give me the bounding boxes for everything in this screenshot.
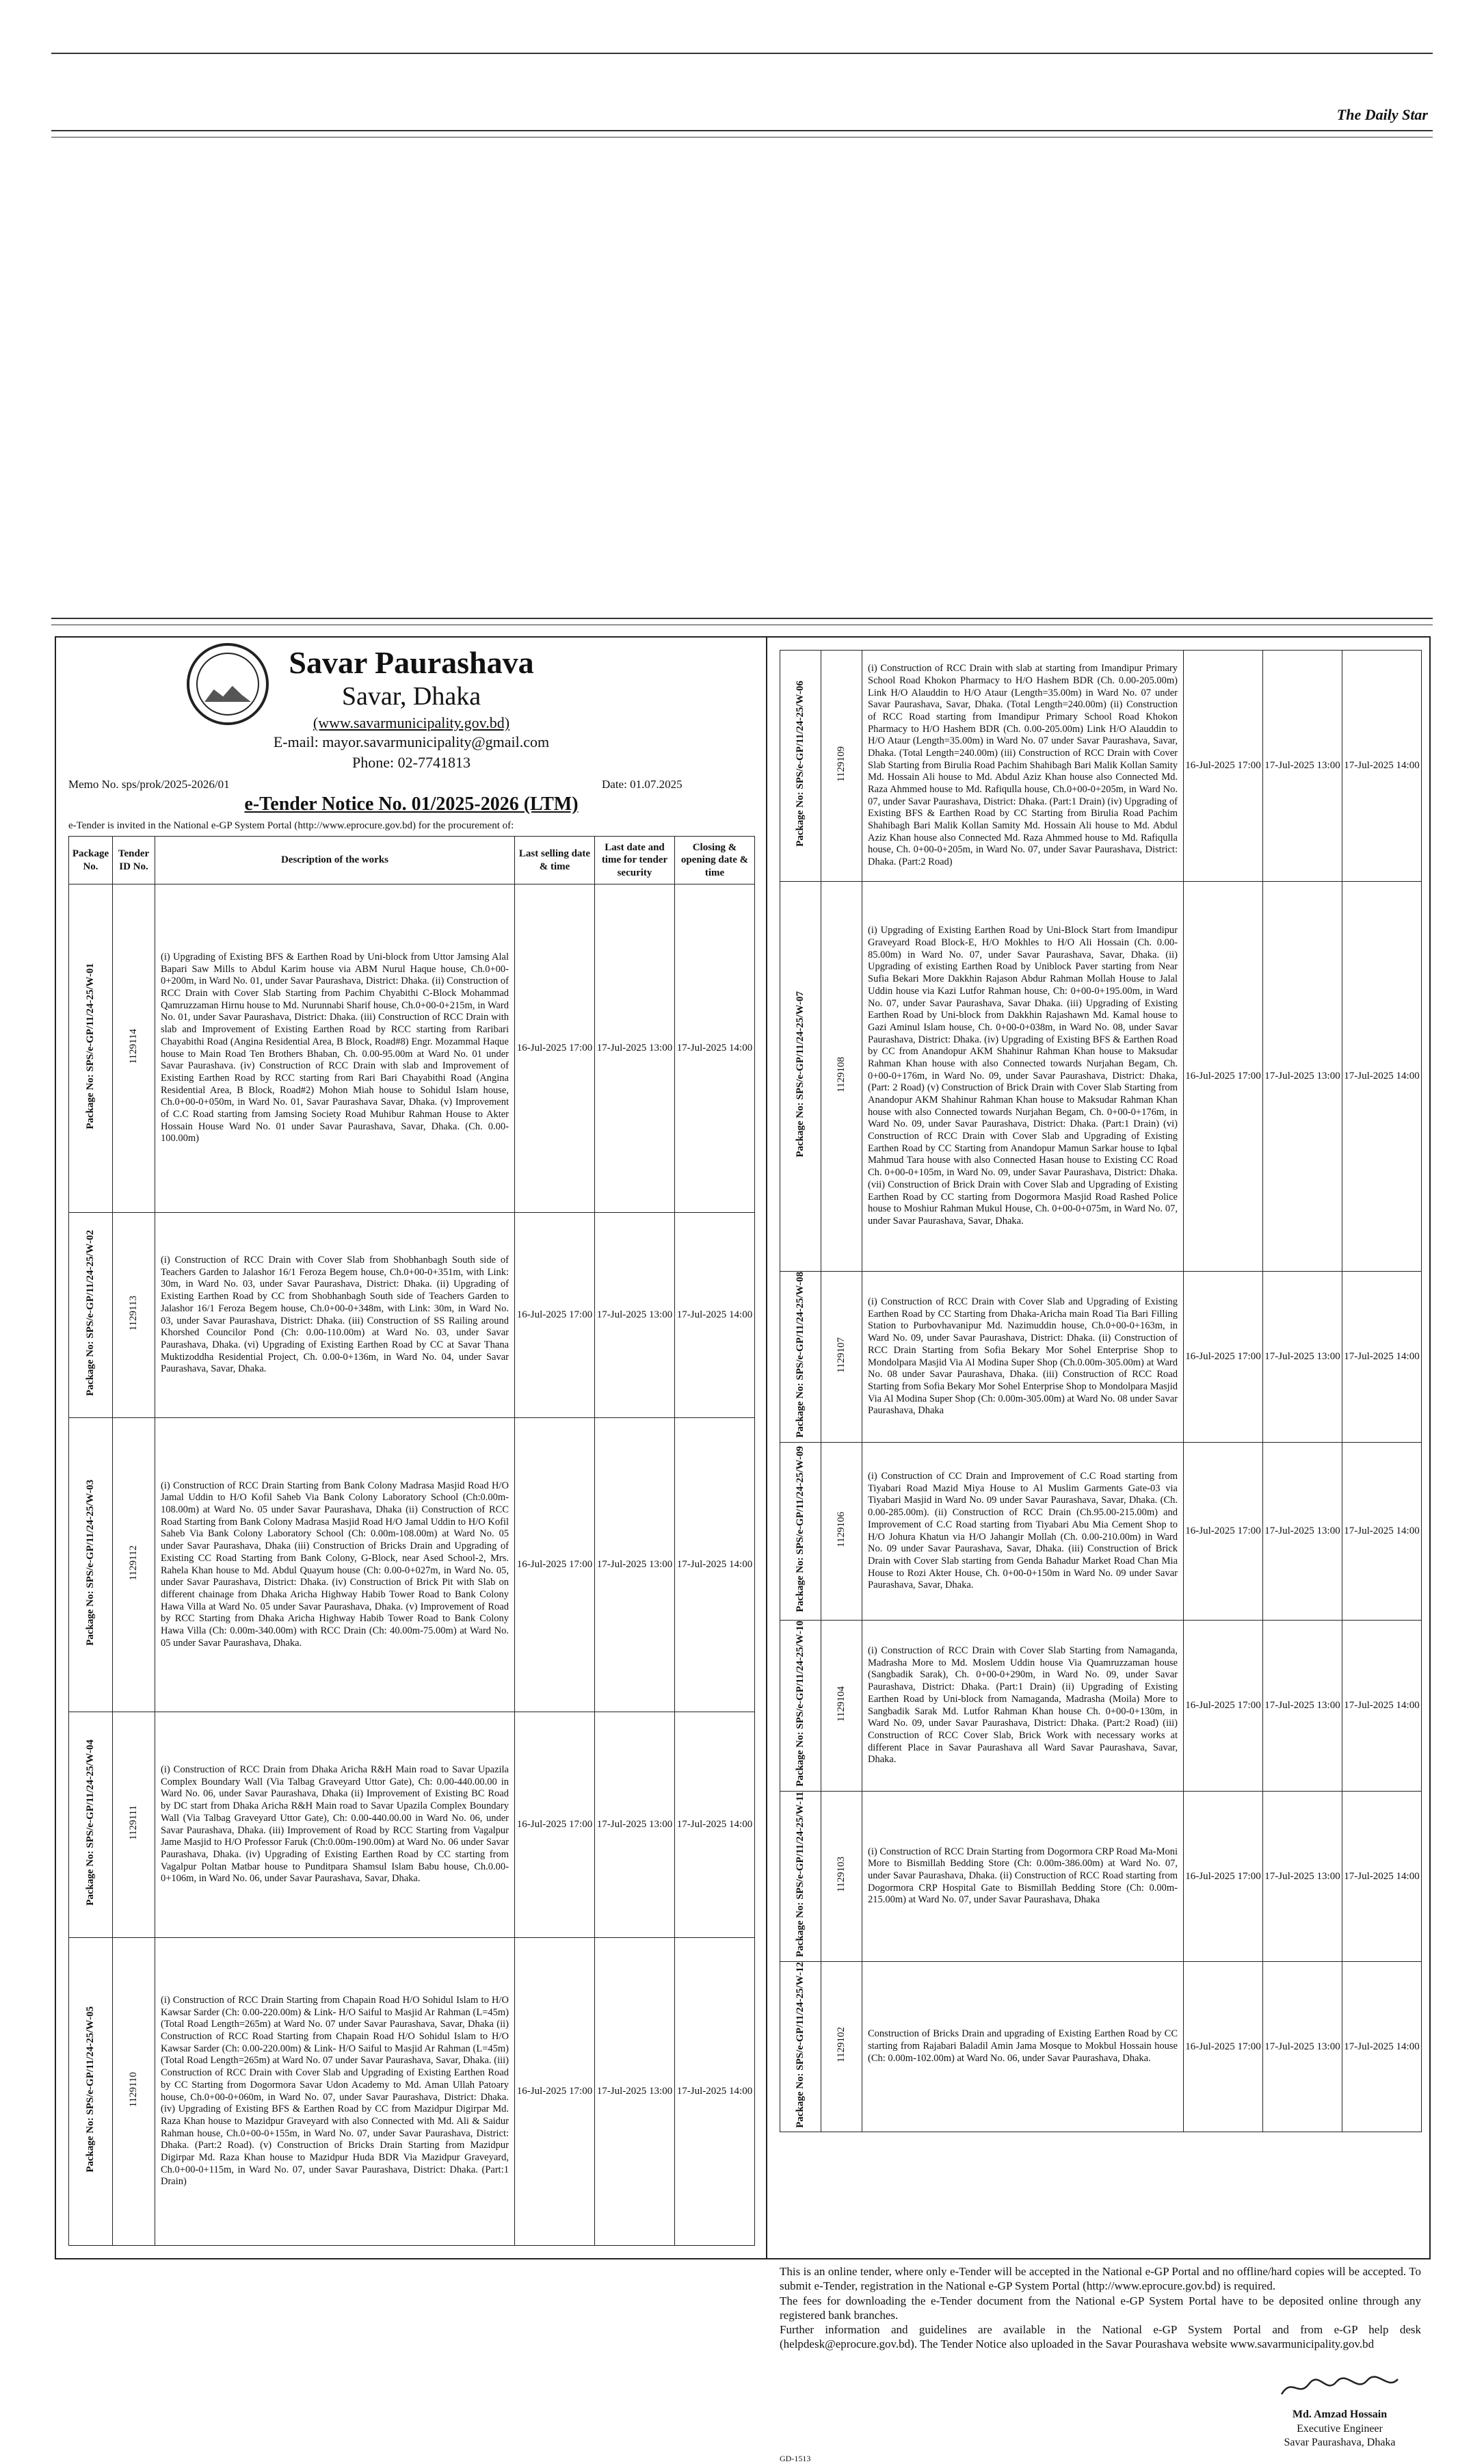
signature-block xyxy=(1258,2374,1421,2450)
tender-id: 1129110 xyxy=(128,2071,140,2108)
table-row xyxy=(780,1443,1422,1621)
table-row xyxy=(69,1213,755,1418)
org-location: Savar, Dhaka xyxy=(341,682,481,711)
tender-security-date: 17-Jul-2025 13:00 xyxy=(1263,1792,1342,1962)
tender-id: 1129108 xyxy=(836,1056,847,1092)
table-row xyxy=(69,1712,755,1938)
table-row xyxy=(780,882,1422,1272)
tender-security-date: 17-Jul-2025 13:00 xyxy=(1263,1272,1342,1443)
work-description: (i) Upgrading of Existing Earthen Road by Uni-Block Start from Imandipur Graveyard Road Block-E, H/O Mokhles to H/O Ali Hossain (Ch. 0.00-85.00m) in Ward No. 07, under Savar Paurashava, Savar, Dhaka. (ii) Upgrading of existing Earthen Road by Uniblock Paver starting from Near Sufia Bekari More Dakkhin Rajason Abdur Rahman Mollah House to Jalal Uddin house via Kazi Lutfor Rahman house, Ch: 0+00-0+195.00m, in Ward No. 07, under Savar Paurashava, Savar Dhaka. (iii) Upgrading of Existing Earthen Road by Uni-block from Dakkhin Rajashawn Md. Kamal house to Gazi Aminul Islam house, Ch. 0+00-0+038m, in Ward No. 08, under Savar Paurashava, District: Dhaka. (iv) Upgrading of Existing BFS & Earthen Road by CC from Anandopur AKM Shahinur Rahman Khan house to Maksudar Rahman Khan house with also Connected towards Nurjahan Begam, Ch. 0+00-0+176m, in Ward No. 09, under Savar Paurashava, District: Dhaka, (Part: 2 Road) (v) Construction of Brick Drain with Cover Slab Starting from Anandopur AKM Shahinur Rahman Khan house to Maksudar Rahman Khan house with also Connected towards Nurjahan Begam, Ch. 0+00-0+176m, in Ward No. 09, under Savar Paurashava, District: Dhaka. (Part:1 Drain) (vi) Construction of RCC Drain with Cover Slab and Upgrading of Existing Earthen Road by CC Starting from Anandopur Mamun Sarkar house to Iqbal Mahmud Tara house with also Connected Hasan house to Existing CC Road Ch. 0+00-0+105m, in Ward No. 09, under Savar Paurashava, District: Dhaka. (vii) Construction of Brick Drain with Cover Slab and Upgrading of Existing Earthen Road by CC starting from Dogormora Masjid Road Rashed Police house to Moshiur Rahman Mukul House, Ch. 0+00-0+075m, in Ward No. 07, under Savar Paurashava, Savar, Dhaka. xyxy=(862,882,1184,1272)
work-description: (i) Construction of CC Drain and Improvement of C.C Road starting from Tiyabari Road Mazid Miya House to Al Muslim Garments Gate-03 via Tiyabari Masjid in Ward No. 09 under Savar Paurashava, Savar, Dhaka. (Ch. 0.00-285.00m). (ii) Construction of RCC Drain (Ch.95.00-215.00m) and Improvement of C.C Road starting from Tiyabari Abu Mia Cement Shop to H/O Johura Khatun via H/O Jahangir Mollah (Ch. 0.00-210.00m) in Ward No. 09 under Savar Paurashava, Savar, Dhaka. (iii) Construction of Brick Drain with Cover Slab starting from Genda Bahadur Market Road Chan Mia House to Rozi Akter House, Ch. 0+00-0+150m in Ward No. 09 under Savar Paurashava, Savar, Dhaka. xyxy=(862,1443,1184,1621)
last-selling-date: 16-Jul-2025 17:00 xyxy=(1184,882,1263,1272)
package-no: Package No: SPS/e-GP/11/24-25/W-05 xyxy=(85,2006,96,2173)
org-website[interactable]: (www.savarmunicipality.gov.bd) xyxy=(313,714,510,731)
memo-number: Memo No. sps/prok/2025-2026/01 xyxy=(68,778,230,791)
ad-top-rule xyxy=(51,618,1433,619)
closing-opening-date: 17-Jul-2025 14:00 xyxy=(1342,1792,1422,1962)
table-row xyxy=(780,1792,1422,1962)
org-title: Savar Paurashava xyxy=(289,645,534,680)
tender-id: 1129106 xyxy=(836,1511,847,1547)
footnote-info: Further information and guidelines are available in the National e-GP System Portal and from e-GP help desk (helpdesk@eprocure.gov.bd). The Tender Notice also uploaded in the Savar Pourashava website www.savarmunicipality.gov.bd xyxy=(780,2323,1421,2351)
last-selling-date: 16-Jul-2025 17:00 xyxy=(1184,651,1263,882)
tender-security-date: 17-Jul-2025 13:00 xyxy=(1263,1621,1342,1792)
footnote-online: This is an online tender, where only e-Tender will be accepted in the National e-GP Portal and no offline/hard copies will be accepted. To submit e-Tender, registration in the National e-GP System Portal (http://www.eprocure.gov.bd) is required. xyxy=(780,2265,1421,2293)
work-description: (i) Construction of RCC Drain Starting from Bank Colony Madrasa Masjid Road H/O Jamal Uddin to H/O Kofil Saheb Via Bank Colony Laboratory School (Ch:0.00m-108.00m) at Ward No. 05 under Savar Paurashava, Dhaka (ii) Construction of RCC Road Starting from Bank Colony Madrasa Masjid Road H/O Jamal Uddin to H/O Kofil Saheb Via Bank Colony Laboratory School (Ch: 0.00m-108.00m) at Ward No. 05 under Savar Paurashava, Dhaka (iii) Construction of Bricks Drain and Upgrading of Existing CC Road Starting from Bank Colony, G-Block, near Ased School-2, Mrs. Rahela Khan house to Md. Abdul Quayum house (Ch: 0.00-0+027m, in Ward No. 05, under Savar Paurashava, District: Dhaka. (iv) Construction of Brick Pit with Slab on different chainage from Dhaka Aricha Highway Habib Tower Road to Bank Colony Hawa Villa at Ward No. 05 under Savar Paurashava, Dhaka. (v) Improvement of Road by RCC Starting from Dhaka Aricha Highway Habib Tower Road to Bank Colony Hawa Villa (Ch: 0.00m-340.00m) with RCC Drain (Ch: 40.00m-75.00m) at Ward No. 05 under Savar Paurashava, Dhaka. xyxy=(155,1418,515,1712)
notice-date: Date: 01.07.2025 xyxy=(602,778,683,791)
package-no: Package No: SPS/e-GP/11/24-25/W-06 xyxy=(795,681,806,848)
table-row xyxy=(780,1272,1422,1443)
tender-security-date: 17-Jul-2025 13:00 xyxy=(1263,651,1342,882)
column-divider xyxy=(766,638,767,2258)
tender-security-date: 17-Jul-2025 13:00 xyxy=(595,884,675,1213)
tender-security-date: 17-Jul-2025 13:00 xyxy=(595,1213,675,1418)
tender-security-date: 17-Jul-2025 13:00 xyxy=(595,1712,675,1938)
package-no: Package No: SPS/e-GP/11/24-25/W-11 xyxy=(795,1792,806,1957)
tender-id: 1129111 xyxy=(128,1805,140,1841)
package-no: Package No: SPS/e-GP/11/24-25/W-12 xyxy=(795,1961,806,2128)
tender-id: 1129107 xyxy=(836,1337,847,1373)
tender-id: 1129102 xyxy=(836,2027,847,2062)
table-row xyxy=(780,1961,1422,2132)
package-no: Package No: SPS/e-GP/11/24-25/W-03 xyxy=(85,1480,96,1647)
last-selling-date: 16-Jul-2025 17:00 xyxy=(515,1418,595,1712)
closing-opening-date: 17-Jul-2025 14:00 xyxy=(675,1213,755,1418)
table-row xyxy=(780,1621,1422,1792)
tender-id: 1129104 xyxy=(836,1686,847,1722)
signatory-title: Executive Engineer xyxy=(1297,2422,1383,2435)
closing-opening-date: 17-Jul-2025 14:00 xyxy=(1342,1272,1422,1443)
tender-security-date: 17-Jul-2025 13:00 xyxy=(1263,1961,1342,2132)
closing-opening-date: 17-Jul-2025 14:00 xyxy=(675,1712,755,1938)
masthead-rule xyxy=(51,130,1433,131)
work-description: (i) Construction of RCC Drain with Cover Slab and Upgrading of Existing Earthen Road by CC Starting from Dhaka-Aricha main Road Tia Bari Filling Station to Purbovhavanipur Md. Nazimuddin house, Ch.0+00-0+163m, in Ward No. 09, under Savar Paurashava, District: Dhaka. (ii) Construction of RCC Drain Starting from Sofia Bekary Mor Sohel Enterprise Shop to Mondolpara Masjid Via Al Modina Super Shop (Ch.0.00m-305.00m) at Ward No. 08 under Savar Paurashava, Dhaka. (iii) Construction of RCC Road Starting from Sofia Bekary Mor Sohel Enterprise Shop to Mondolpara Masjid Via Al Modina Super Shop (Ch: 0.00m-305.00m) at Ward No. 08 under Savar Paurashava, Dhaka xyxy=(862,1272,1184,1443)
signature-mark xyxy=(1258,2374,1421,2408)
footnote-fees: The fees for downloading the e-Tender document from the National e-GP System Portal have to be deposited online through any registered bank branches. xyxy=(780,2294,1421,2322)
closing-opening-date: 17-Jul-2025 14:00 xyxy=(1342,882,1422,1272)
work-description: (i) Construction of RCC Drain with Cover Slab from Shobhanbagh South side of Teachers Garden to Jalashor 16/1 Feroza Begem house, Ch.0+00-0+351m, with Link: 30m, in Ward No. 03, under Savar Paurashava, District: Dhaka. (ii) Upgrading of Existing Earthen Road by CC from Shobhanbagh South side of Teachers Garden to Jalashor 16/1 Feroza Begem house, Ch.0+00-0+348m, with Link: 30m, in Ward No. 03, under Savar Paurashava, District: Dhaka. (iii) Construction of SS Railing around Khorshed Councilor Pond (Ch: 0.00-110.00m) at Ward No. 03, under Savar Paurashava, Dhaka. (vi) Upgrading of Existing Earthen Road by CC at Savar Thana Muktizoddha Residential Project, Ch. 0.00-0+136m, in Ward No. 04, under Savar Paurashava, Savar, Dhaka. xyxy=(155,1213,515,1418)
package-no: Package No: SPS/e-GP/11/24-25/W-10 xyxy=(795,1621,806,1787)
header-closing-opening: Closing & opening date & time xyxy=(675,837,755,884)
tender-table-left xyxy=(68,836,755,2246)
tender-id: 1129112 xyxy=(128,1545,140,1581)
closing-opening-date: 17-Jul-2025 14:00 xyxy=(1342,1961,1422,2132)
last-selling-date: 16-Jul-2025 17:00 xyxy=(515,1213,595,1418)
package-no: Package No: SPS/e-GP/11/24-25/W-08 xyxy=(795,1272,806,1439)
package-no: Package No: SPS/e-GP/11/24-25/W-09 xyxy=(795,1446,806,1613)
last-selling-date: 16-Jul-2025 17:00 xyxy=(1184,1272,1263,1443)
gd-number: GD-1513 xyxy=(780,2454,811,2463)
closing-opening-date: 17-Jul-2025 14:00 xyxy=(675,1418,755,1712)
tender-id: 1129109 xyxy=(836,746,847,782)
work-description: (i) Construction of RCC Drain with slab at starting from Imandipur Primary School Road Khokon Pharmacy to H/O Hashem BDR (Ch. 0.00-205.00m) Link H/O Alauddin to H/O Ataur (Length=35.00m) in Ward No. 07 under Savar Paurashava, Savar, Dhaka. (Total Length=240.00m) (ii) Construction of RCC Road starting from Imandipur Primary School Road Khokon Pharmacy to H/O Hashem BDR (Ch. 0.00-205.00m) Link H/O Alauddin to H/O Ataur (Length=35.00m) in Ward No. 07 under Savar Paurashava, Savar, Dhaka. (Total Length=240.00m) (iii) Construction of RCC Drain with Cover Slab Starting from Birulia Road Pachim Shahibagh Bari Malik Kollan Samity Md. Hossain Ali house to Md. Abdul Aziz Khan house also Connected Md. Raza Ahmmed house to Md. Rafiqulla house, Ch.0+00-0+205m, in Ward No. 07, under Savar Paurashava, District: Dhaka. (Part:1 Drain) (iv) Upgrading of Existing BFS & Earthen Road by CC Starting from Birulia Road Pachim Shahibagh Bari Malik Kollan Samity Md. Hossain Ali house to Md. Abdul Aziz Khan house also Connected Md. Raza Ahmmed house to Md. Rafiqulla house, Ch. 0+00-0+205m, in Ward No. 07, under Savar Paurashava, District: Dhaka. (Part:2 Road) xyxy=(862,651,1184,882)
package-no: Package No: SPS/e-GP/11/24-25/W-04 xyxy=(85,1740,96,1906)
package-no: Package No: SPS/e-GP/11/24-25/W-07 xyxy=(795,991,806,1158)
tender-id: 1129113 xyxy=(128,1295,140,1331)
tender-footnotes xyxy=(780,2264,1421,2352)
last-selling-date: 16-Jul-2025 17:00 xyxy=(515,1938,595,2246)
tender-id: 1129103 xyxy=(836,1856,847,1892)
package-no: Package No: SPS/e-GP/11/24-25/W-02 xyxy=(85,1230,96,1397)
last-selling-date: 16-Jul-2025 17:00 xyxy=(1184,1961,1263,2132)
closing-opening-date: 17-Jul-2025 14:00 xyxy=(1342,1621,1422,1792)
last-selling-date: 16-Jul-2025 17:00 xyxy=(1184,1792,1263,1962)
table-row xyxy=(69,1938,755,2246)
signatory-org: Savar Paurashava, Dhaka xyxy=(1284,2437,1396,2449)
last-selling-date: 16-Jul-2025 17:00 xyxy=(515,1712,595,1938)
tender-id: 1129114 xyxy=(128,1028,140,1064)
header-last-selling: Last selling date & time xyxy=(515,837,595,884)
work-description: Construction of Bricks Drain and upgrading of Existing Earthen Road by CC starting from Rajabari Baladil Amin Jama Mosque to Mokbul Hossain house (Ch: 0.00m-102.00m) at Ward No. 06, under Savar Paurashava, Dhaka. xyxy=(862,1961,1184,2132)
work-description: (i) Construction of RCC Drain from Dhaka Aricha R&H Main road to Savar Upazila Complex Boundary Wall (Via Talbag Graveyard Uttor Gate), Ch: 0.00-440.00.00 in Ward No. 06, under Savar Paurashava, Dhaka (ii) Improvement of Existing BC Road by DC start from Dhaka Aricha R&H Main road to Savar Upazila Complex Boundary Wall (Via Talbag Graveyard Uttor Gate), Ch: 0.00-440.00.00 in Ward No. 06, under Savar Paurashava, Dhaka. (iii) Improvement of Road by RCC Starting from Vagalpur Jame Masjid to H/O Professor Faruk (Ch:0.00m-190.00m) at Ward No. 06 under Savar Paurashava, Dhaka. (iv) Upgrading of Existing Earthen Road by CC starting from Vagalpur Poltan Matbar house to Punditpara Shamsul Islam Babu house, Ch.0.00-0+106m, in Ward No. 06, under Savar Paurashava, Savar, Dhaka. xyxy=(155,1712,515,1938)
header-tender-id: Tender ID No. xyxy=(113,837,155,884)
tender-security-date: 17-Jul-2025 13:00 xyxy=(1263,1443,1342,1621)
work-description: (i) Construction of RCC Drain Starting from Dogormora CRP Road Ma-Moni More to Bismillah Bedding Store (Ch: 0.00m-386.00m) at Ward No. 07, under Savar Paurashava, Dhaka. (ii) Construction of RCC Road starting from Dogormora CRP Hospital Gate to Bismillah Bedding Store (Ch: 0.00m-215.00m) at Ward No. 07, under Savar Paurashava, Dhaka xyxy=(862,1792,1184,1962)
last-selling-date: 16-Jul-2025 17:00 xyxy=(515,884,595,1213)
tender-security-date: 17-Jul-2025 13:00 xyxy=(595,1418,675,1712)
header-description: Description of the works xyxy=(155,837,515,884)
work-description: (i) Construction of RCC Drain with Cover Slab Starting from Namaganda, Madrasha More to Md. Moslem Uddin house Via Quamruzzaman house (Sangbadik Sarak), Ch. 0+00-0+290m, in Ward No. 09, under Savar Paurashava, District: Dhaka. (Part:1 Drain) (ii) Upgrading of Existing Earthen Road by Uni-block from Namaganda, Madrasha (Moila) More to Sangbadik Sarak Md. Lutfor Rahman Khan house Ch. 0+00-0+130m, in Ward No. 09, under Savar Paurashava, District: Dhaka. (Part:2 Road) (iii) Construction of RCC Cover Slab, Brick Work with necessary works at different Place in Savar Paurashava all Ward Savar Paurashava, Savar, Dhaka. xyxy=(862,1621,1184,1792)
last-selling-date: 16-Jul-2025 17:00 xyxy=(1184,1621,1263,1792)
header-package: Package No. xyxy=(69,837,113,884)
closing-opening-date: 17-Jul-2025 14:00 xyxy=(1342,1443,1422,1621)
masthead: The Daily Star xyxy=(1336,106,1428,123)
closing-opening-date: 17-Jul-2025 14:00 xyxy=(675,1938,755,2246)
tender-security-date: 17-Jul-2025 13:00 xyxy=(595,1938,675,2246)
table-row xyxy=(69,884,755,1213)
header-tender-security: Last date and time for tender security xyxy=(595,837,675,884)
work-description: (i) Construction of RCC Drain Starting from Chapain Road H/O Sohidul Islam to H/O Kawsar Sarder (Ch: 0.00-220.00m) & Link- H/O Saiful to Masjid Ar Rahman (L=45m) (Total Road Length=265m) at Ward No. 07 under Savar Paurashava, Savar, Dhaka (ii) Construction of RCC Road Starting from Chapain Road H/O Sohidul Islam to H/O Kawsar Sarder (Ch: 0.00-220.00m) & Link- H/O Saiful to Masjid Ar Rahman (L=45m) (Total Road Length=265m) at Ward No. 07 under Savar Paurashava, Savar, Dhaka. (iii) Construction of RCC Drain with Cover Slab and Upgrading of Existing Earthen Road by CC Starting from Dogormora Savar Udon Academy to Md. Aman Ullah Patoary house, Ch.0+00-0+060m, in Ward No. 07, under Savar Paurashava, District: Dhaka. (iv) Upgrading of Existing BFS & Earthen Road by CC from Mazidpur Digirpar Md. Raza Khan house to Mazidpur Graveyard with also Connected with Md. Ali & Saidur Rahman house, Ch.0+00-0+155m, in Ward No. 07, under Savar Paurashava, District: Dhaka. (Part:2 Road). (v) Construction of Bricks Drain Starting from Mazidpur Digirpar Md. Raza Khan house to Mazidpur Huda BDR Via Mazidpur Graveyard, Ch.0+00-0+115m, in Ward No. 07, under Savar Paurashava, District: Dhaka. (Part:1 Drain) xyxy=(155,1938,515,2246)
tender-security-date: 17-Jul-2025 13:00 xyxy=(1263,882,1342,1272)
notice-title: e-Tender Notice No. 01/2025-2026 (LTM) xyxy=(244,794,579,815)
notice-intro: e-Tender is invited in the National e-GP System Portal (http://www.eprocure.gov.bd) for the procurement of: xyxy=(68,820,514,831)
tender-advertisement xyxy=(55,636,1431,2463)
work-description: (i) Upgrading of Existing BFS & Earthen Road by Uni-block from Uttor Jamsing Alal Bapari Saw Mills to Abdul Karim house via ABM Nurul Haque house, Ch.0+00-0+200m, in Ward No. 01, under Savar Paurashava, District: Dhaka. (ii) Construction of RCC Drain with Cover Slab Starting from Pachim Chyabithi C-Block Mohammad Qamruzzaman Hirnu house to Md. Nurunnabi Sharif house, Ch.0+00-0+215m, in Ward No. 01, under Savar Paurashava, District: Dhaka. (iii) Construction of RCC Drain with slab and Improvement of Existing Earthen Road by RCC starting from Raribari Chayabithi Road (Angina Residential Area, B Block, Road#8) Engr. Mozammal Haque house to Main Road Ten Brothers Bhaban, Ch. 0.00-95.00m at Ward No. 01 under Savar Paurashava. (iv) Construction of RCC Drain with slab and Improvement of Existing Earthen Road by RCC starting from Rari Bari Chayabithi Road (Angina Residential Area, B Block, Road#2) Mohon Miah house to Sohidul Islam house, Ch.0+00-0+050m, in Ward No. 01, Savar Paurashava Savar, Dhaka. (v) Improvement of C.C Road starting from Jamsing Society Road Muhibur Rahman House to Akter Hossain House Ward No. 01 under Savar Paurashava, Savar, Dhaka. (Ch. 0.00-100.00m) xyxy=(155,884,515,1213)
tender-table-right xyxy=(780,650,1422,2132)
table-row xyxy=(780,651,1422,882)
last-selling-date: 16-Jul-2025 17:00 xyxy=(1184,1443,1263,1621)
top-rule xyxy=(51,53,1433,54)
signatory-name: Md. Amzad Hossain xyxy=(1292,2408,1388,2420)
closing-opening-date: 17-Jul-2025 14:00 xyxy=(1342,651,1422,882)
org-email[interactable]: E-mail: mayor.savarmunicipality@gmail.com xyxy=(273,733,550,750)
closing-opening-date: 17-Jul-2025 14:00 xyxy=(675,884,755,1213)
package-no: Package No: SPS/e-GP/11/24-25/W-01 xyxy=(85,963,96,1130)
org-phone: Phone: 02-7741813 xyxy=(352,754,471,771)
table-row xyxy=(69,1418,755,1712)
